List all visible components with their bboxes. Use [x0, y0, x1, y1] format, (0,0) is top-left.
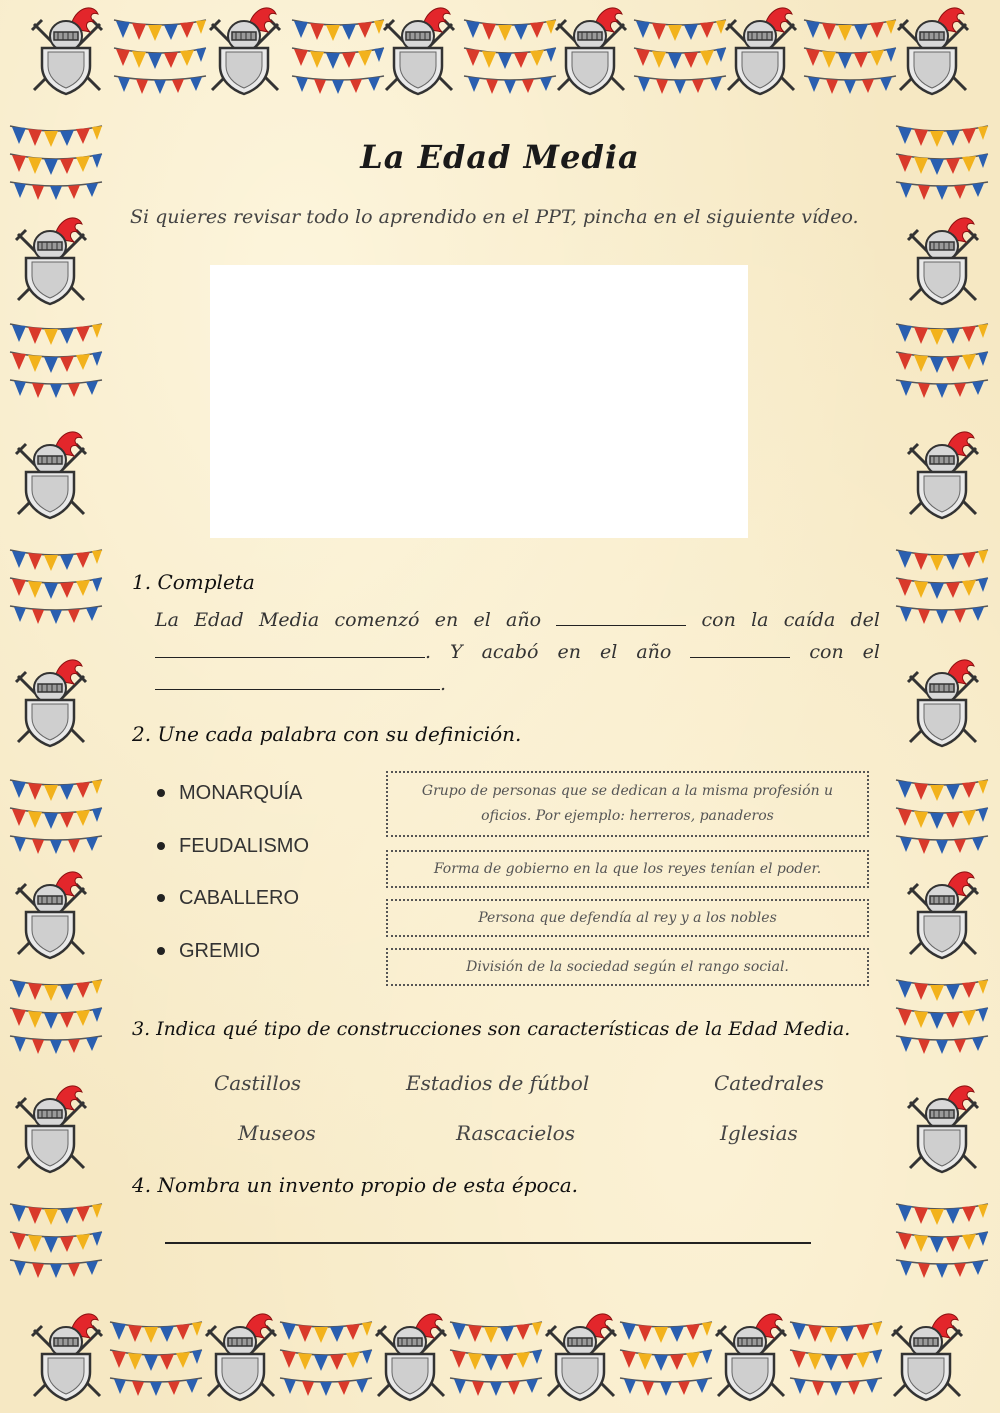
definition-text: Grupo de personas que se dedican a la misma profesión u oficios. Por ejemplo: herreros, panaderos: [421, 783, 834, 824]
q1-text-part: con el: [809, 641, 881, 663]
knight-helmet-icon: [712, 1310, 790, 1402]
question-1-heading: 1. Completa: [132, 570, 255, 594]
knight-helmet-icon: [12, 656, 90, 748]
knight-helmet-icon: [904, 428, 982, 520]
bunting-flags-icon: [448, 1318, 544, 1398]
word-item[interactable]: MONARQUÍA: [155, 775, 375, 828]
word-list: [155, 775, 375, 985]
option-iglesias[interactable]: Iglesias: [720, 1121, 798, 1145]
bunting-flags-icon: [894, 976, 990, 1056]
question-4-heading: 4. Nombra un invento propio de esta época.: [132, 1173, 579, 1197]
knight-helmet-icon: [12, 214, 90, 306]
bunting-flags-icon: [632, 16, 728, 96]
bunting-flags-icon: [278, 1318, 374, 1398]
bunting-flags-icon: [8, 776, 104, 856]
bunting-flags-icon: [462, 16, 558, 96]
bunting-flags-icon: [112, 16, 208, 96]
definition-box[interactable]: [386, 899, 869, 937]
blank-end-year[interactable]: [690, 638, 790, 658]
knight-helmet-icon: [206, 4, 284, 96]
blank-start-year[interactable]: [556, 606, 686, 626]
question-3-heading: 3. Indica qué tipo de construcciones son características de la Edad Media.: [132, 1018, 851, 1040]
option-castillos[interactable]: Castillos: [214, 1071, 302, 1095]
bunting-flags-icon: [8, 976, 104, 1056]
blank-end-event[interactable]: [155, 670, 440, 690]
knight-helmet-icon: [12, 1082, 90, 1174]
bunting-flags-icon: [8, 546, 104, 626]
intro-text: Si quieres revisar todo lo aprendido en el PPT, pincha en el siguiente vídeo.: [130, 206, 859, 228]
video-embed[interactable]: [210, 265, 748, 538]
q1-text-part: con la caída del: [701, 609, 880, 631]
word-item[interactable]: CABALLERO: [155, 880, 375, 933]
knight-helmet-icon: [904, 868, 982, 960]
option-rascacielos[interactable]: Rascacielos: [456, 1121, 575, 1145]
definition-text: División de la sociedad según el rango social.: [466, 958, 789, 975]
bunting-flags-icon: [8, 320, 104, 400]
definition-box[interactable]: [386, 771, 869, 837]
option-estadios[interactable]: Estadios de fútbol: [406, 1071, 590, 1095]
bunting-flags-icon: [8, 1200, 104, 1280]
bunting-flags-icon: [802, 16, 898, 96]
knight-helmet-icon: [904, 656, 982, 748]
bunting-flags-icon: [108, 1318, 204, 1398]
bunting-flags-icon: [894, 320, 990, 400]
word-item[interactable]: GREMIO: [155, 933, 375, 986]
question-1-text: [155, 604, 880, 700]
knight-helmet-icon: [722, 4, 800, 96]
bunting-flags-icon: [894, 776, 990, 856]
word-item[interactable]: FEUDALISMO: [155, 828, 375, 881]
knight-helmet-icon: [28, 1310, 106, 1402]
knight-helmet-icon: [12, 868, 90, 960]
blank-start-event[interactable]: [155, 638, 425, 658]
knight-helmet-icon: [904, 214, 982, 306]
definition-box[interactable]: [386, 850, 869, 888]
definition-text: Persona que defendía al rey y a los nobles: [478, 909, 777, 926]
knight-helmet-icon: [12, 428, 90, 520]
q1-text-part: La Edad Media comenzó en el año: [155, 609, 542, 631]
page-title: La Edad Media: [360, 138, 640, 176]
bunting-flags-icon: [290, 16, 386, 96]
knight-helmet-icon: [372, 1310, 450, 1402]
knight-helmet-icon: [542, 1310, 620, 1402]
knight-helmet-icon: [202, 1310, 280, 1402]
bunting-flags-icon: [788, 1318, 884, 1398]
question-2-heading: 2. Une cada palabra con su definición.: [132, 722, 522, 746]
knight-helmet-icon: [552, 4, 630, 96]
knight-helmet-icon: [904, 1082, 982, 1174]
bunting-flags-icon: [618, 1318, 714, 1398]
bunting-flags-icon: [894, 1200, 990, 1280]
knight-helmet-icon: [888, 1310, 966, 1402]
knight-helmet-icon: [380, 4, 458, 96]
option-museos[interactable]: Museos: [238, 1121, 316, 1145]
definition-text: Forma de gobierno en la que los reyes tenían el poder.: [433, 860, 822, 877]
bunting-flags-icon: [894, 546, 990, 626]
option-catedrales[interactable]: Catedrales: [714, 1071, 824, 1095]
definition-box[interactable]: [386, 948, 869, 986]
knight-helmet-icon: [28, 4, 106, 96]
answer-line[interactable]: [165, 1242, 811, 1244]
q1-text-part: . Y acabó en el año: [425, 641, 672, 663]
knight-helmet-icon: [894, 4, 972, 96]
q1-text-part: .: [440, 673, 447, 695]
